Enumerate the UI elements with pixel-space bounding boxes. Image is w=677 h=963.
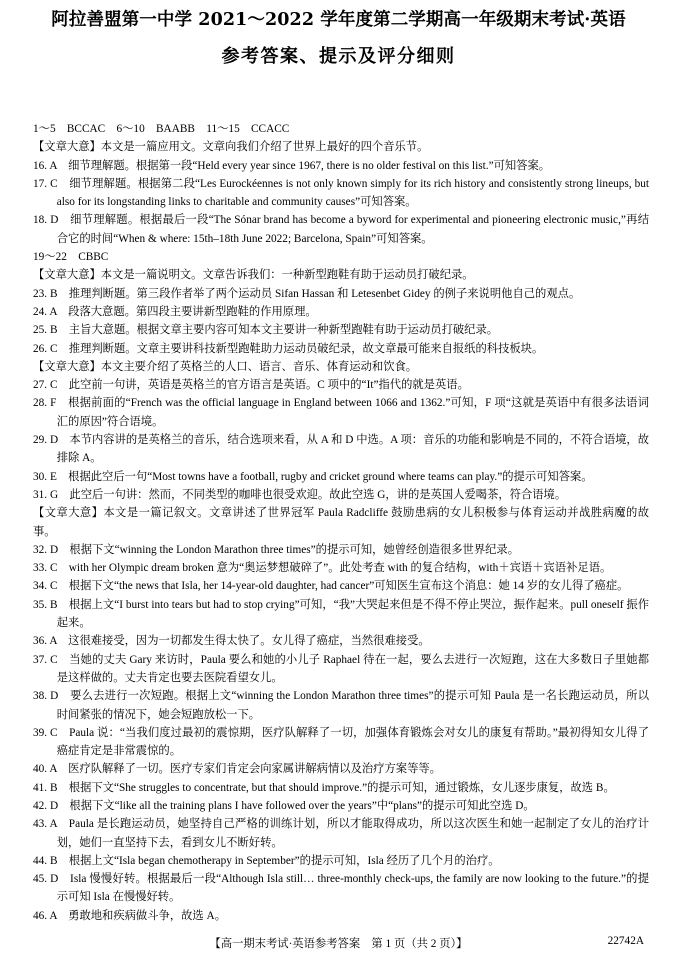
answer-item: 16. A 细节理解题。根据第一段“Held every year since 1967, there is no older festival on this list.”可知答案。 bbox=[33, 159, 551, 172]
answer-key-row: 19～22 CBBC bbox=[33, 251, 109, 264]
answer-item: 46. A 勇敢地和疾病做斗争，故选 A。 bbox=[33, 909, 226, 922]
answer-item: 25. B 主旨大意题。根据文章主要内容可知本文主要讲一种新型跑鞋有助于运动员打破纪录。 bbox=[33, 324, 499, 337]
answer-item: 17. C 细节理解题。根据第二段“Les Eurockéennes is not only known simply for its rich history and consistently strong lineups, but also for its longstanding links to charitable and community causes”可知答案。 bbox=[33, 177, 649, 209]
footer-page-info: 【高一期末考试·英语参考答案 第 1 页（共 2 页）】 bbox=[209, 938, 468, 950]
answer-item: 39. C Paula 说：“当我们度过最初的震惊期，医疗队解释了一切，加强体育锻炼会对女儿的康复有帮助。”最初得知女儿得了癌症肯定是非常震惊的。 bbox=[33, 726, 649, 758]
answer-item: 32. D 根据下文“winning the London Marathon three times”的提示可知，她曾经创造很多世界纪录。 bbox=[33, 543, 520, 556]
article-summary: 【文章大意】本文是一篇说明文。文章告诉我们：一种新型跑鞋有助于运动员打破纪录。 bbox=[33, 269, 474, 282]
answer-item: 43. A Paula 是长跑运动员，她坚持自己严格的训练计划，所以才能取得成功，所以这次医生和她一起制定了女儿的治疗计划，她们一直坚持下去，看到女儿不断好转。 bbox=[33, 818, 649, 849]
answer-item: 33. C with her Olympic dream broken 意为“奥运梦想破碎了”。此处考查 with 的复合结构，with＋宾语＋宾语补足语。 bbox=[33, 562, 612, 575]
document-subtitle: 参考答案、提示及评分细则 bbox=[221, 46, 456, 67]
answer-key-row: 1～5 BCCAC 6～10 BAABB 11～15 CCACC bbox=[33, 123, 290, 135]
article-summary: 【文章大意】本文主要介绍了英格兰的人口、语言、音乐、体育运动和饮食。 bbox=[33, 360, 418, 373]
answer-item: 37. C 当她的丈夫 Gary 来访时，Paula 要么和她的小儿子 Raphael 待在一起，要么去进行一次短跑，这在大多数日子里她都是这样做的。丈夫肯定也要去医院看望女儿。 bbox=[33, 653, 649, 684]
answer-item: 38. D 要么去进行一次短跑。根据上文“winning the London Marathon three times”的提示可知 Paula 是一名长跑运动员，所以时间紧张的情况下，她会短跑放松一下。 bbox=[33, 690, 649, 721]
answer-content bbox=[33, 120, 649, 925]
answer-item: 40. A 医疗队解释了一切。医疗专家们肯定会向家属讲解病情以及治疗方案等等。 bbox=[33, 763, 441, 776]
answer-item: 24. A 段落大意题。第四段主要讲新型跑鞋的作用原理。 bbox=[33, 305, 317, 318]
answer-item: 26. C 推理判断题。文章主要讲科技新型跑鞋助力运动员破纪录，故文章最可能来自报纸的科技板块。 bbox=[33, 342, 544, 355]
answer-item: 28. F 根据前面的“French was the official language in England between 1066 and 1362.”可知，F 项“这就是英语中有很多法语词汇的原因”符合语境。 bbox=[33, 397, 649, 428]
page-footer bbox=[0, 935, 677, 951]
article-summary: 【文章大意】本文是一篇记叙文。文章讲述了世界冠军 Paula Radcliffe 鼓励患病的女儿积极参与体育运动并战胜病魔的故事。 bbox=[33, 507, 649, 538]
answer-item: 27. C 此空前一句讲，英语是英格兰的官方语言是英语。C 项中的“It”指代的就是英语。 bbox=[33, 379, 469, 392]
article-summary: 【文章大意】本文是一篇应用文。文章向我们介绍了世界上最好的四个音乐节。 bbox=[33, 141, 429, 154]
answer-item: 34. C 根据下文“the news that Isla, her 14-year-old daughter, had cancer”可知医生宣布这个消息：她 14 岁的女儿得了癌症。 bbox=[33, 580, 629, 593]
document-title: 阿拉善盟第一中学 2021～2022 学年度第二学期高一年级期末考试·英语 bbox=[51, 10, 626, 30]
answer-item: 41. B 根据下文“She struggles to concentrate, but that should improve.”的提示可知，通过锻炼，女儿逐步康复，故选 B。 bbox=[33, 781, 615, 794]
answer-item: 35. B 根据上文“I burst into tears but had to stop crying”可知，“我”大哭起来但是不得不停止哭泣，振作起来。pull oneself 振作起来。 bbox=[33, 598, 649, 630]
answer-item: 45. D Isla 慢慢好转。根据最后一段“Although Isla still… three-monthly check-ups, the family are now looking to the future.”的提示可知 Isla 在慢慢好转。 bbox=[33, 873, 649, 904]
answer-item: 44. B 根据上文“Isla began chemotherapy in September”的提示可知，Isla 经历了几个月的治疗。 bbox=[33, 854, 500, 867]
answer-item: 31. G 此空后一句讲：然而，不同类型的咖啡也很受欢迎。故此空选 G，讲的是英国人爱喝茶，符合语境。 bbox=[33, 488, 567, 501]
answer-item: 23. B 推理判断题。第三段作者举了两个运动员 Sifan Hassan 和 Letesenbet Gidey 的例子来说明他自己的观点。 bbox=[33, 287, 581, 300]
answer-item: 30. E 根据此空后一句“Most towns have a football, rugby and cricket ground where teams can play.”的提示可知答案。 bbox=[33, 470, 593, 483]
footer-code: 22742A bbox=[607, 935, 644, 947]
answer-item: 42. D 根据下文“like all the training plans I have followed over the years”中“plans”的提示可知此空选 D。 bbox=[33, 799, 535, 812]
answer-item: 36. A 这很难接受，因为一切都发生得太快了。女儿得了癌症，当然很难接受。 bbox=[33, 635, 430, 648]
answer-item: 29. D 本节内容讲的是英格兰的音乐，结合选项来看，从 A 和 D 中选。A 项：音乐的功能和影响是不同的，不符合语境，故排除 A。 bbox=[33, 434, 650, 465]
answer-item: 18. D 细节理解题。根据最后一段“The Sónar brand has become a byword for experimental and pioneering electronic music,”再结合它的时间“When & where: 15th–18th June 2022; Barcelona, Spain”可知答案。 bbox=[33, 214, 649, 245]
